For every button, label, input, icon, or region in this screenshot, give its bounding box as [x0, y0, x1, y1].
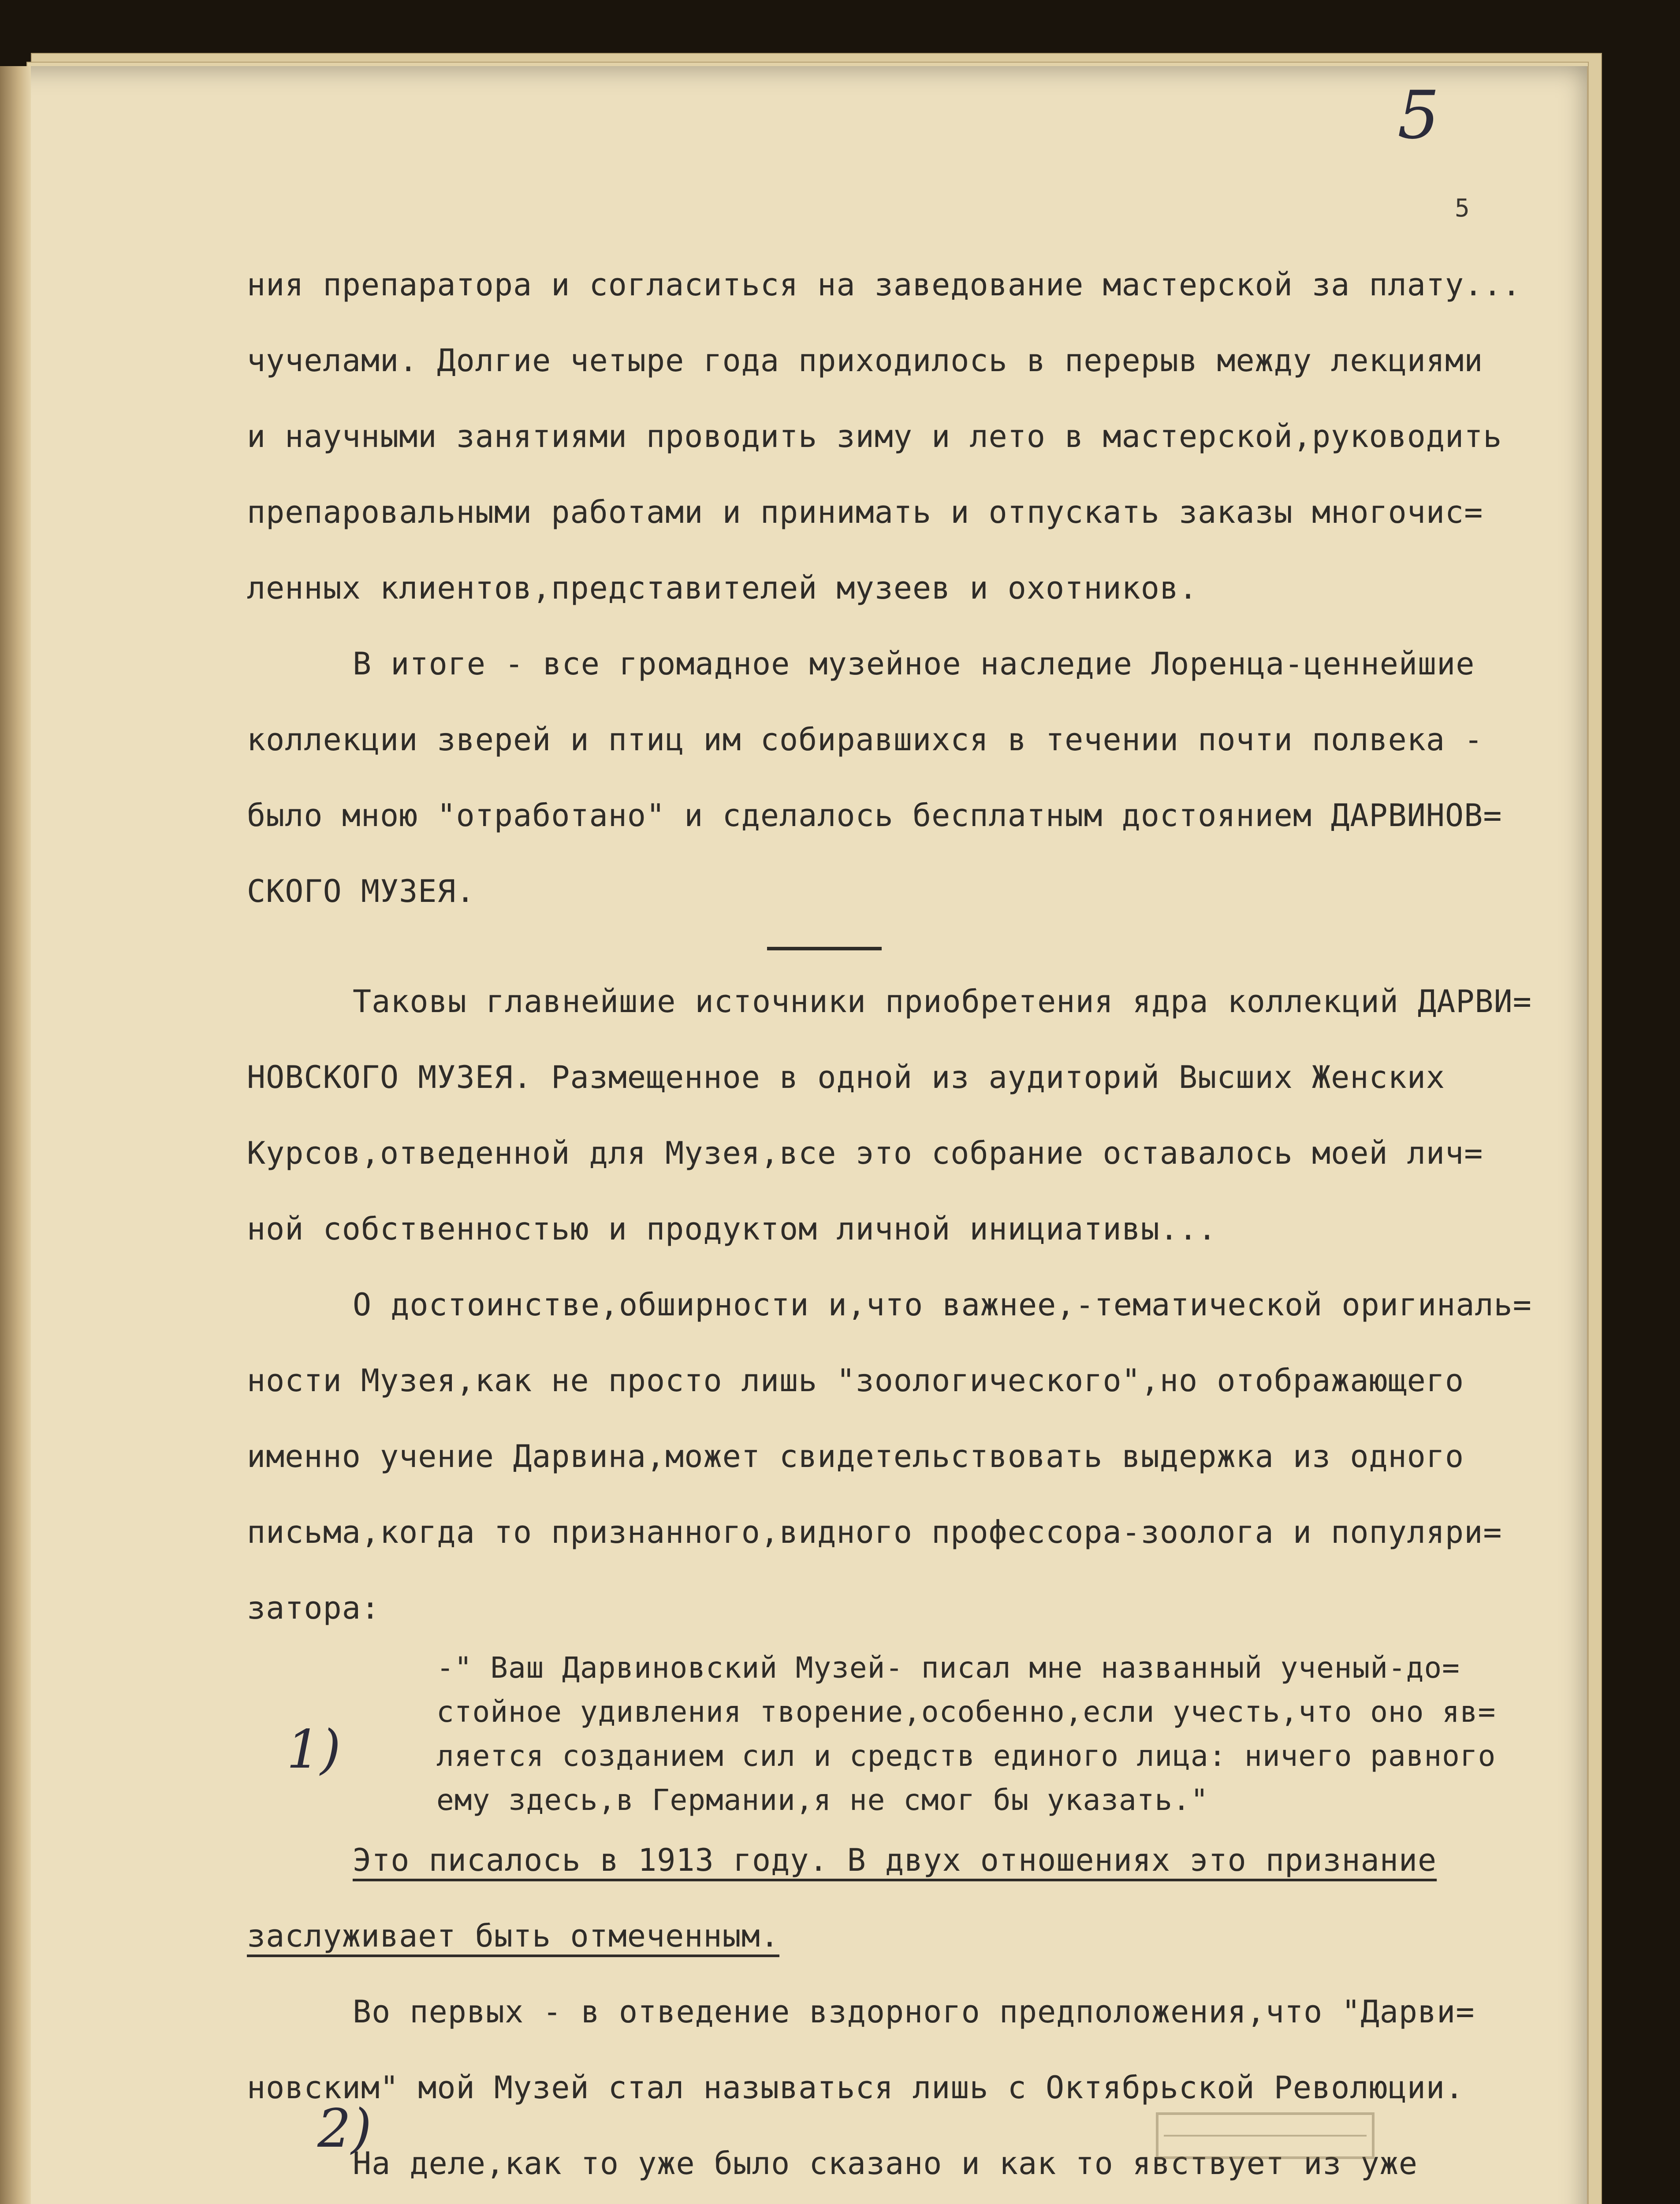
paragraph-lorenz-legacy: В итоге - все громадное музейное наследие Лоренца-ценнейшие коллекции зверей и птиц им собиравшихся в течении почти полвека - было мною "отработано" и сделалось бесплатным достоянием ДАРВИНОВ= СКОГО МУЗЕЯ. [247, 646, 1502, 909]
paragraph-workshop: ния препаратора и согласиться на заведование мастерской за плату... чучелами. Долгие четыре года приходилось в перерыв между лекциями и научными занятиями проводить зиму и лето в мастерской,руководить препаровальными работами и принимать и отпускать заказы многочис= ленных клиентов,представителей музеев и охотников. [247, 267, 1521, 606]
paragraph-collection-sources: Таковы главнейшие источники приобретения ядра коллекций ДАРВИ= НОВСКОГО МУЗЕЯ. Размещенное в одной из аудиторий Высших Женских Курсов,отведенной для Музея,все это собрание оставалось моей лич= ной собственностью и продуктом личной инициативы... [247, 983, 1532, 1247]
handwritten-folio-number: 5 [1397, 77, 1440, 154]
letter-quote: -" Ваш Дарвиновский Музей- писал мне названный ученый-до= стойное удивления творение,особенно,если учесть,что оно яв= ляется созданием сил и средств единого лица: ничего равного ему здесь,в Германии,я не смог бы указать." [436, 1651, 1496, 1817]
margin-mark-second: 2) [317, 2098, 372, 2159]
page-binding-edge [0, 66, 31, 2204]
typed-page-number: 5 [1455, 194, 1470, 223]
section-divider [767, 947, 882, 950]
paragraph-museum-origin: На деле,как то уже было сказано и как то явствует из уже [353, 2145, 1418, 2182]
paragraph-1913: Это писалось в 1913 году. В двух отношениях это признание заслуживает быть отмеченным. [247, 1842, 1437, 1954]
paragraph-first-point: Во первых - в отведение вздорного предположения,что "Дарви= новским" мой Музей стал называться лишь с Октябрьской Революции. [247, 1994, 1475, 2106]
margin-mark-first: 1) [287, 1719, 341, 1780]
document-body [247, 247, 1547, 2204]
faded-stamp [1155, 2111, 1375, 2160]
paragraph-museum-merit: О достоинстве,обширности и,что важнее,-тематической оригиналь= ности Музея,как не просто лишь "зоологического",но отображающего именно учение Дарвина,может свидетельствовать выдержка из одного письма,когда то признанного,видного профессора-зоолога и популяри= затора: [247, 1287, 1532, 1626]
